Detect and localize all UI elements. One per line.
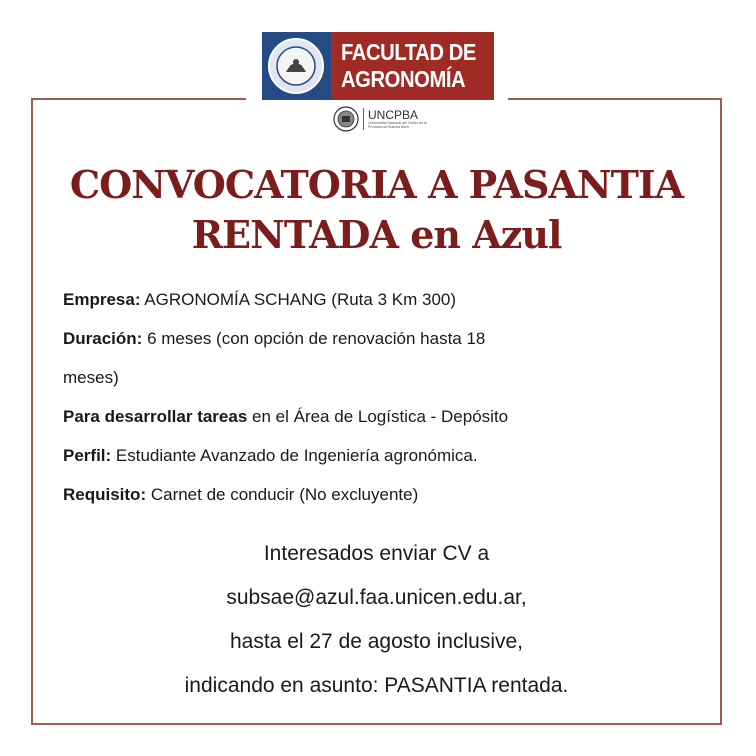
logo-divider (363, 108, 364, 130)
title-line1: CONVOCATORIA A PASANTIA (69, 162, 684, 207)
detail-duracion-cont (63, 358, 703, 397)
tareas-label: Para desarrollar tareas (63, 407, 248, 426)
perfil-label: Perfil: (63, 446, 112, 465)
perfil-value: Estudiante Avanzado de Ingeniería agronómica. (111, 446, 478, 465)
faculty-name-line2: AGRONOMÍA (340, 66, 465, 92)
page-title (31, 160, 722, 260)
faculty-logo (262, 32, 494, 100)
requisito-value: Carnet de conducir (No excluyente) (146, 485, 419, 504)
empresa-label: Empresa: (63, 290, 141, 309)
duracion-label: Duración: (63, 329, 143, 348)
contact-subject: indicando en asunto: PASANTIA rentada. (184, 674, 569, 697)
faculty-name (331, 32, 494, 100)
detail-tareas (63, 397, 703, 436)
title-line2: RENTADA en Azul (191, 212, 562, 257)
detail-requisito (63, 475, 703, 514)
details-list (63, 280, 703, 514)
contact-info (31, 532, 722, 708)
university-subtitle: Universidad Nacional del Centro de la Provincia de Buenos Aires (368, 121, 427, 129)
faculty-seal-icon (262, 32, 331, 100)
contact-email: subsae@azul.faa.unicen.edu.ar, (226, 586, 527, 609)
university-acronym: UNCPBA (368, 108, 419, 122)
tareas-value: en el Área de Logística - Depósito (247, 407, 509, 426)
header-logos (246, 26, 508, 138)
contact-deadline: hasta el 27 de agosto inclusive, (229, 630, 524, 653)
duracion-value-cont: meses) (63, 368, 119, 387)
duracion-value: 6 meses (con opción de renovación hasta 18 (142, 329, 486, 348)
detail-empresa (63, 280, 703, 319)
detail-duracion (63, 319, 703, 358)
contact-intro: Interesados enviar CV a (263, 542, 490, 565)
university-seal-icon (333, 106, 359, 132)
detail-perfil (63, 436, 703, 475)
university-logo (333, 106, 442, 132)
empresa-value: AGRONOMÍA SCHANG (Ruta 3 Km 300) (140, 290, 457, 309)
requisito-label: Requisito: (63, 485, 147, 504)
faculty-name-line1: FACULTAD DE (340, 39, 476, 65)
